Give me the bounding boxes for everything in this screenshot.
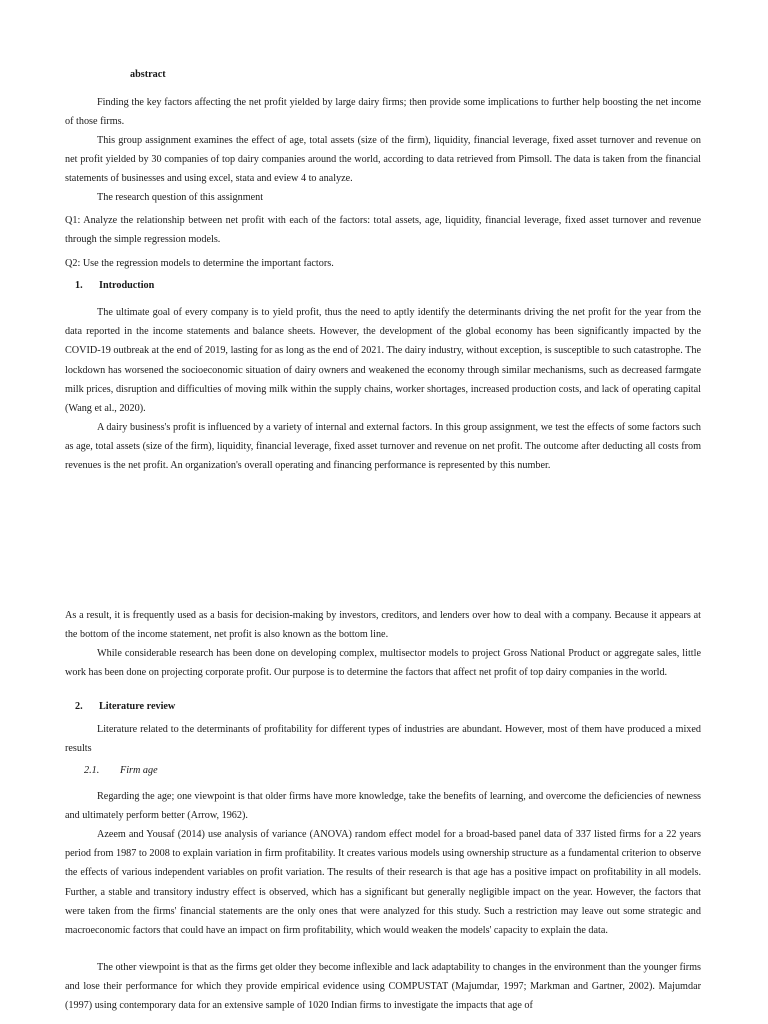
section-title: Literature review: [99, 701, 176, 712]
abstract-title: abstract: [130, 69, 166, 80]
section-heading-literature-review: [75, 701, 175, 712]
intro-paragraph-1: The ultimate goal of every company is to yield profit, thus the need to aptly identify the determinants driving the net profit for the year from the data reported in the income statements and balance sheets. However, the development of the global economy has been significantly impacted by the COVID-19 outbreak at the end of 2019, lasting for as long as the end of 2021. The dairy industry, without exception, is susceptible to such catastrophe. The lockdown has worsened the socioeconomic situation of dairy owners and weakened the economy through similar mechanisms, such as decreased farmgate milk prices, disruption and difficulties of moving milk within the supply chains, worker shortages, increased production costs, and lack of operating capital (Wang et al., 2020).: [65, 307, 701, 415]
section-title: Introduction: [99, 280, 155, 291]
abstract-paragraph-1: Finding the key factors affecting the net profit yielded by large dairy firms; then provide some implications to further help boosting the net income of those firms.: [65, 97, 701, 128]
intro-paragraph-2: A dairy business's profit is influenced by a variety of internal and external factors. In this group assignment, we test the effects of some factors such as age, total assets (size of the firm), liquidity, financial leverage, fixed asset turnover and revenue on net profit. The outcome after deducting all costs from revenues is the net profit. An organization's overall operating and financing performance is represented by this number.: [65, 422, 701, 472]
lit-paragraph-3: Azeem and Yousaf (2014) use analysis of variance (ANOVA) random effect model for a broad-based panel data of 337 listed firms for a 22 years period from 1987 to 2008 to explain variation in firm profitability. It creates various models using ownership structure as a fundamental criterion to observe the effects of various independent variables on profit variation. The results of their research is that age has a positive impact on profitability in all models. Further, a stable and transitory industry effect is observed, which has a significant but generally negligible impact on the year. However, the factors that were taken from the firms' financial statements are the only ones that were analyzed for this study. Such a restriction may leave out some strategic and macroeconomic factors that could have an impact on firm profitability, which would weaken the models' capacity to explain the data.: [65, 829, 701, 937]
lit-paragraph-1: Literature related to the determinants of profitability for different types of industries are abundant. However, most of them have produced a mixed results: [65, 724, 701, 755]
lit-paragraph-4: The other viewpoint is that as the firms get older they become inflexible and lack adaptability to changes in the environment than the younger firms and lose their performance for which they provide empirical evidence using COMPUSTAT (Majumdar, 1997; Markman and Gartner, 2002). Majumdar (1997) using contemporary data for an extensive sample of 1020 Indian firms to investigate the impacts that age of: [65, 962, 701, 1012]
intro-paragraph-4: While considerable research has been done on developing complex, multisector models to project Gross National Product or aggregate sales, little work has been done on projecting corporate profit. Our purpose is to determine the factors that affect net profit of top dairy companies in the world.: [65, 648, 701, 679]
subsection-number: 2.1.: [84, 765, 100, 776]
abstract-paragraph-3: The research question of this assignment: [97, 192, 264, 203]
lit-paragraph-2: Regarding the age; one viewpoint is that older firms have more knowledge, take the benefits of learning, and overcome the deficiencies of newness and ultimately perform better (Arrow, 1962).: [65, 791, 701, 822]
subsection-title: Firm age: [120, 765, 158, 776]
section-number: 1.: [75, 280, 83, 291]
intro-paragraph-3: As a result, it is frequently used as a basis for decision-making by investors, creditors, and lenders over how to deal with a company. Because it appears at the bottom of the income statement, net profit is also known as the bottom line.: [65, 610, 701, 641]
abstract-paragraph-2: This group assignment examines the effect of age, total assets (size of the firm), liquidity, financial leverage, fixed asset turnover and revenue on net profit yielded by 30 companies of top dairy companies around the world, according to data retrieved from Pimsoll. The data is taken from the financial statements of businesses and using excel, stata and eview 4 to analyze.: [65, 135, 701, 185]
research-question-1: Q1: Analyze the relationship between net profit with each of the factors: total assets, age, liquidity, financial leverage, fixed asset turnover and revenue through the simple regression models.: [65, 215, 701, 246]
section-heading-introduction: [75, 280, 154, 291]
research-question-2: Q2: Use the regression models to determine the important factors.: [65, 258, 334, 269]
section-number: 2.: [75, 701, 83, 712]
subsection-heading-firm-age: [84, 765, 158, 776]
